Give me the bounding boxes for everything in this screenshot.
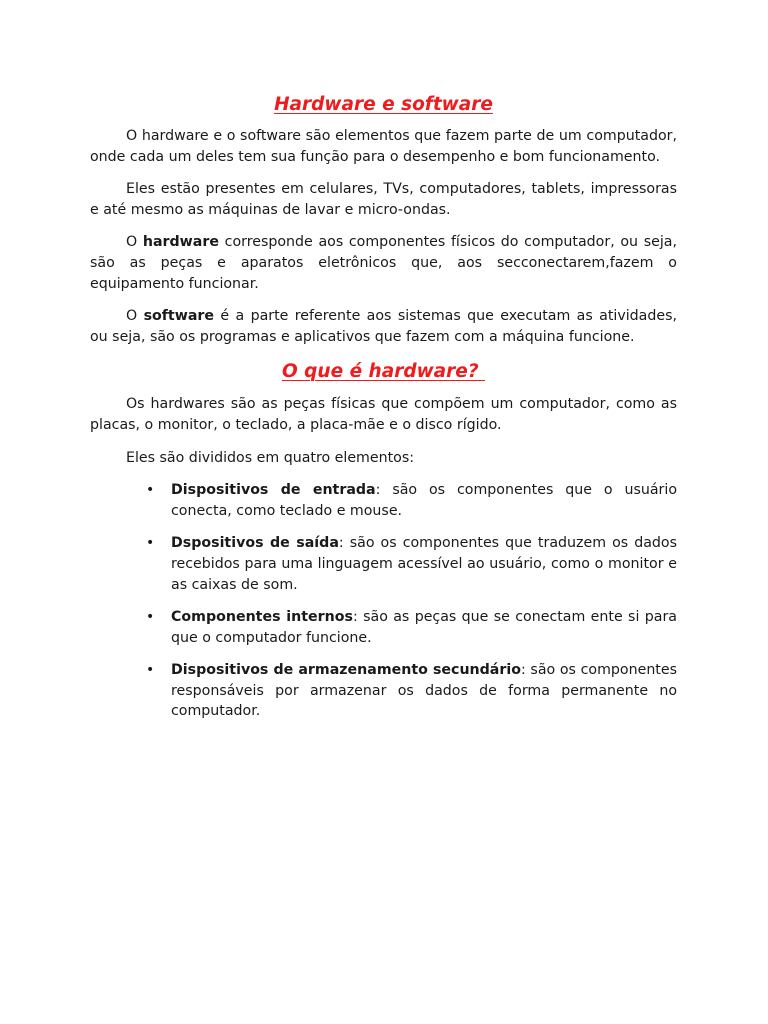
paragraph-four-elements: Eles são divididos em quatro elementos: <box>126 449 415 466</box>
paragraph-hardware-parts: Os hardwares são as peças físicas que compõem um computador, como as placas, o monitor, o teclado, a placa-mãe e o disco rígido. <box>90 396 677 433</box>
list-item-text: : são os componentes responsáveis por armazenar os dados de forma permanente no computador. <box>171 662 677 720</box>
term-software: software <box>143 308 215 325</box>
list-item-text: : são os componentes que o usuário conecta, como teclado e mouse. <box>171 482 677 519</box>
bullet-icon: • <box>146 662 155 679</box>
document-page <box>90 92 677 734</box>
list-item-term: Dispositivos de entrada <box>171 482 376 499</box>
term-hardware: hardware <box>142 234 219 251</box>
section-title-what-is-hardware: O que é hardware? <box>282 361 485 383</box>
list-item-term: Dspositivos de saída <box>171 535 339 552</box>
list-item-text: : são os componentes que traduzem os dados recebidos para uma linguagem acessível ao usuário, como o monitor e as caixas de som. <box>171 535 677 593</box>
bullet-icon: • <box>146 609 155 626</box>
list-item-term: Componentes internos <box>171 609 353 626</box>
list-item-text: : são as peças que se conectam ente si para que o computador funcione. <box>171 609 677 646</box>
bullet-icon: • <box>146 535 155 552</box>
paragraph-intro: O hardware e o software são elementos que fazem parte de um computador, onde cada um deles tem sua função para o desempenho e bom funcionamento. <box>90 128 677 165</box>
list-item-term: Dispositivos de armazenamento secundário <box>171 662 521 679</box>
paragraph-hardware-definition: O hardware corresponde aos componentes físicos do computador, ou seja, são as peças e aparatos eletrônicos que, aos secconectarem,fazem o equipamento funcionar. <box>90 234 677 292</box>
section-title-hardware-software: Hardware e software <box>274 94 493 115</box>
elements-list <box>90 480 677 722</box>
paragraph-devices: Eles estão presentes em celulares, TVs, computadores, tablets, impressoras e até mesmo as máquinas de lavar e micro-ondas. <box>90 181 677 218</box>
list-item <box>90 533 677 595</box>
paragraph-software-definition: O software é a parte referente aos sistemas que executam as atividades, ou seja, são os programas e aplicativos que fazem com a máquina funcione. <box>90 308 677 345</box>
bullet-icon: • <box>146 482 155 499</box>
list-item <box>90 480 677 521</box>
list-item <box>90 660 677 722</box>
list-item <box>90 607 677 648</box>
